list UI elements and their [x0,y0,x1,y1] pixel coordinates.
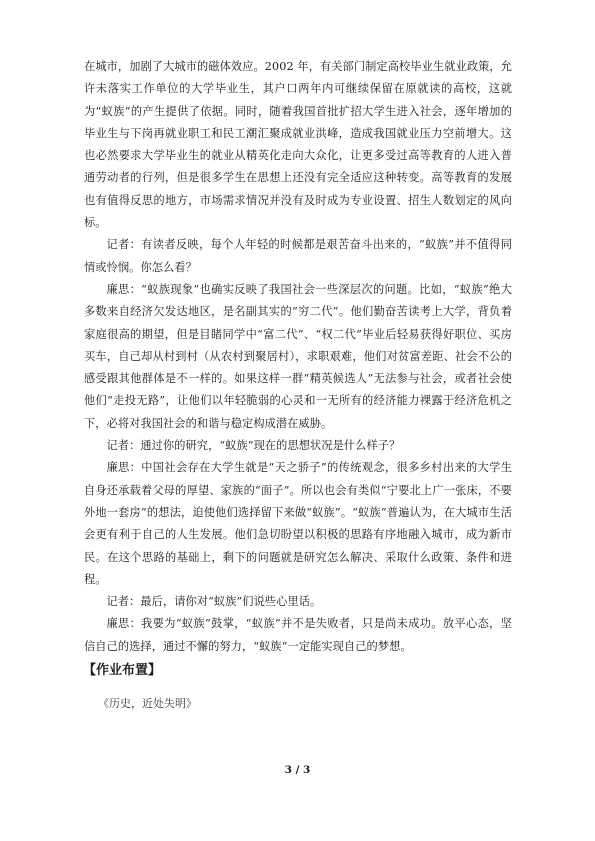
paragraph-lian-si-answer-1: 廉思：“蚁族现象”也确实反映了我国社会一些深层次的问题。比如，“蚁族”绝大多数来自经济欠发达地区，是名副其实的“穷二代”。他们勤奋苦读考上大学，背负着家庭很高的期望，但是目睹同学中“富二代”、“权二代”毕业后轻易获得好职位、买房买车，自己却从村到村（从农村到聚居村），求职艰难，他们对贫富差距、社会不公的感受跟其他群体是不一样的。如果这样一群“精英候选人”无法参与社会，或者社会使他们“走投无路”，让他们以年轻脆弱的心灵和一无所有的经济能力裸露于经济危机之下，必将对我国社会的和谐与稳定构成潜在威胁。 [84,282,512,430]
page-number: 3 / 3 [284,764,311,776]
paragraph-policy-context: 在城市，加剧了大城市的磁体效应。2002 年，有关部门制定高校毕业生就业政策，允许未落实工作单位的大学毕业生，其户口两年内可继续保留在原就读的高校，这就为“蚁族”的产生提供了依据。同时，随着我国首批扩招大学生进入社会，逐年增加的毕业生与下岗再就业职工和民工潮汇聚成就业洪峰，造成我国就业压力空前增大。这也必然要求大学毕业生的就业从精英化走向大众化，让更多受过高等教育的人进入普通劳动者的行列，但是很多学生在思想上还没有完全适应这种转变。高等教育的发展也有值得反思的地方，市场需求情况并没有及时成为专业设置、招生人数划定的风向标。 [84,60,512,230]
homework-reference: 《历史，近处失明》 [98,697,197,711]
article-body [84,56,512,714]
paragraph-reporter-question-1: 记者：有读者反映，每个人年轻的时候都是艰苦奋斗出来的，“蚁族”并不值得同情或怜悯。你怎么看？ [84,238,512,274]
paragraph-lian-si-answer-3: 廉思：我要为“蚁族”鼓掌，“蚁族”并不是失败者，只是尚未成功。放平心态，坚信自己的选择，通过不懈的努力，“蚁族”一定能实现自己的梦想。 [84,617,512,653]
paragraph-lian-si-answer-2: 廉思：中国社会存在大学生就是“天之骄子”的传统观念，很多乡村出来的大学生自身还承载着父母的厚望、家族的“面子”。所以也会有类似“宁要北上广一张床，不要外地一套房”的想法，迫使他们选择留下来做“蚁族”。“蚁族”普遍认为，在大城市生活会更有利于自己的人生发展。他们急切盼望以积极的思路有序地融入城市，成为新市民。在这个思路的基础上，剩下的问题就是研究怎么解决、采取什么政策、条件和进程。 [84,461,512,586]
homework-heading: 【作业布置】 [83,663,162,679]
paragraph-reporter-question-2: 记者：通过你的研究，“蚁族”现在的思想状况是什么样子？ [106,439,401,453]
paragraph-reporter-question-3: 记者：最后，请你对“蚁族”们说些心里话。 [106,595,322,609]
